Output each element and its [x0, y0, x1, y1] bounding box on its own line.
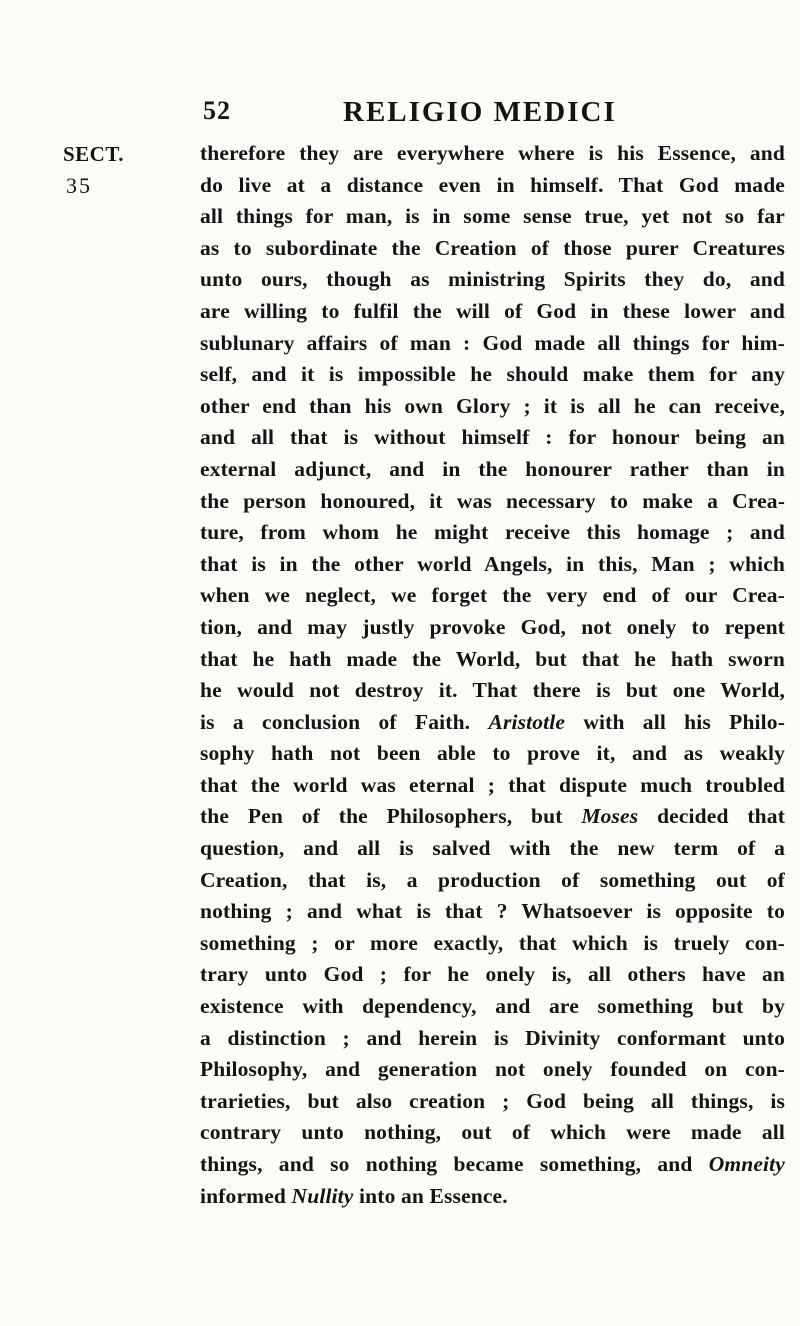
- italic-name-moses: Moses: [581, 804, 639, 829]
- text-line: [200, 1149, 785, 1181]
- text-line: [200, 801, 785, 833]
- section-number: 35: [66, 173, 92, 198]
- text-line: question, and all is salved with the new term of a: [200, 836, 785, 861]
- italic-word-nullity: Nullity: [291, 1183, 354, 1208]
- text-line: that is in the other world Angels, in this, Man ; which: [200, 551, 785, 576]
- text-fragment: with all his Philo-: [583, 709, 786, 734]
- text-line: Philosophy, and generation not onely founded on con-: [200, 1057, 785, 1082]
- body-text: [200, 138, 785, 1212]
- text-fragment: into an Essence.: [359, 1183, 508, 1208]
- text-line: when we neglect, we forget the very end of our Crea-: [200, 583, 785, 608]
- text-line: he would not destroy it. That there is but one World,: [200, 678, 785, 703]
- text-line: trary unto God ; for he onely is, all others have an: [200, 962, 785, 987]
- page-number: 52: [203, 96, 231, 125]
- text-line: Creation, that is, a production of something out of: [200, 867, 785, 892]
- italic-word-omneity: Omneity: [708, 1152, 785, 1176]
- text-line: contrary unto nothing, out of which were made all: [200, 1120, 785, 1145]
- text-line: something ; or more exactly, that which is truely con-: [200, 930, 785, 955]
- text-line: that he hath made the World, but that he hath sworn: [200, 646, 785, 671]
- text-line: unto ours, though as ministring Spirits they do, and: [200, 267, 785, 292]
- section-label: SECT.: [63, 142, 125, 166]
- text-line: as to subordinate the Creation of those purer Creatures: [200, 235, 785, 260]
- text-line: all things for man, is in some sense true, yet not so far: [200, 204, 785, 229]
- text-fragment: informed: [200, 1183, 286, 1208]
- text-line: a distinction ; and herein is Divinity conformant unto: [200, 1025, 785, 1050]
- text-line: existence with dependency, and are something but by: [200, 994, 785, 1019]
- text-line: that the world was eternal ; that dispute much troubled: [200, 772, 785, 797]
- text-line: therefore they are everywhere where is his Essence, and: [200, 141, 785, 165]
- text-line: [200, 707, 785, 739]
- text-line: and all that is without himself : for honour being an: [200, 425, 785, 450]
- text-line: trarieties, but also creation ; God being all things, is: [200, 1088, 785, 1113]
- text-line: [200, 1181, 785, 1213]
- text-line: self, and it is impossible he should make them for any: [200, 362, 785, 387]
- text-line: tion, and may justly provoke God, not onely to repent: [200, 614, 785, 639]
- text-line: ture, from whom he might receive this homage ; and: [200, 520, 785, 545]
- text-line: are willing to fulfil the will of God in these lower and: [200, 298, 785, 323]
- text-line: nothing ; and what is that ? Whatsoever is opposite to: [200, 899, 785, 924]
- text-line: sophy hath not been able to prove it, and as weakly: [200, 741, 785, 766]
- text-line: the person honoured, it was necessary to make a Crea-: [200, 488, 785, 513]
- text-fragment: decided that: [657, 804, 785, 829]
- text-fragment: is a conclusion of Faith.: [200, 709, 471, 734]
- text-line: do live at a distance even in himself. That God made: [200, 172, 785, 197]
- text-fragment: things, and so nothing became something, and: [200, 1152, 693, 1176]
- italic-name-aristotle: Aristotle: [488, 709, 566, 734]
- text-line: external adjunct, and in the honourer rather than in: [200, 456, 785, 481]
- text-fragment: the Pen of the Philosophers, but: [200, 804, 563, 829]
- running-head-title: RELIGIO MEDICI: [343, 96, 617, 128]
- text-line: sublunary affairs of man : God made all things for him-: [200, 330, 785, 355]
- text-line: other end than his own Glory ; it is all he can receive,: [200, 393, 785, 418]
